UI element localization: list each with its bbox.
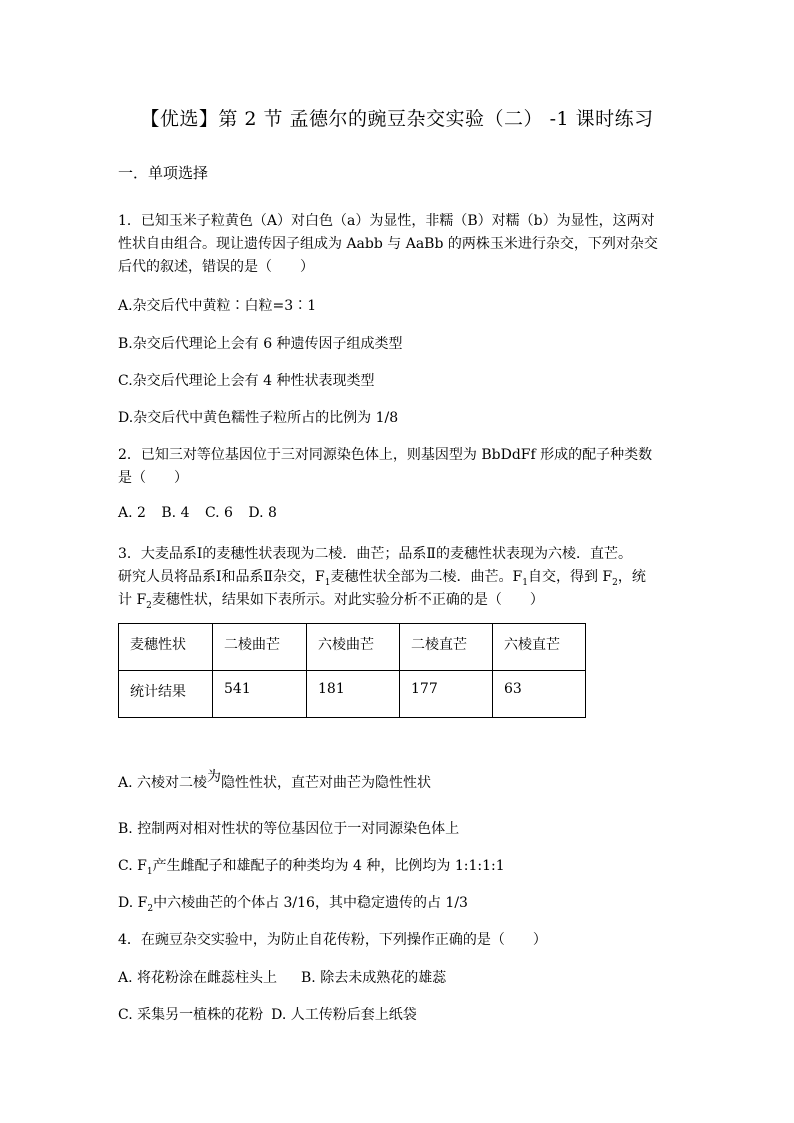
q1-stem-line-2: 性状自由组合。现让遗传因子组成为 Aabb 与 AaBb 的两株玉米进行杂交，下列对杂交: [118, 236, 658, 252]
q3-option-c: C. $F_1$产生雌配子和雄配子的种类均为 4 种，比例均为 1:1:1:1: [118, 858, 505, 877]
q2-option-b: B. 4: [161, 505, 190, 521]
q2-option-a: A. 2: [118, 505, 146, 521]
table-header-cell: 六棱直芒: [493, 624, 586, 671]
table-cell: 统计结果: [119, 671, 213, 718]
q3-option-a: A. 六棱对二棱为隐性性状，直芒对曲芒为隐性性状: [118, 769, 432, 791]
table-cell: 181: [307, 671, 400, 718]
q1-option-a: A.杂交后代中黄粒∶白粒=3∶1: [118, 298, 317, 314]
q4-options-row-2: [118, 1004, 417, 1024]
table-header-row: [119, 624, 586, 671]
table-header-cell: 二棱直芒: [400, 624, 493, 671]
q3-data-table: [118, 623, 586, 718]
q2-stem-line-1: 2．已知三对等位基因位于三对同源染色体上，则基因型为 BbDdFf 形成的配子种类数: [118, 447, 653, 463]
table-header-cell: 六棱曲芒: [307, 624, 400, 671]
table-cell: 541: [213, 671, 307, 718]
q4-option-d: D. 人工传粉后套上纸袋: [271, 1007, 417, 1023]
q3-stem-line-3: 计 $F_2$麦穗性状，结果如下表所示。对此实验分析不正确的是（ ）: [118, 592, 544, 611]
q2-stem-line-2: 是（ ）: [118, 470, 188, 486]
table-cell: 177: [400, 671, 493, 718]
q1-stem-line-3: 后代的叙述，错误的是（ ）: [118, 259, 314, 275]
table-row: [119, 671, 586, 718]
q4-option-c: C. 采集另一植株的花粉: [118, 1007, 264, 1023]
q4-options-row-1: [118, 967, 446, 987]
q4-option-b: B. 除去未成熟花的雄蕊: [301, 970, 447, 986]
q4-stem: 4．在豌豆杂交实验中，为防止自花传粉，下列操作正确的是（ ）: [118, 932, 547, 948]
q1-option-d: D.杂交后代中黄色糯性子粒所占的比例为 1/8: [118, 410, 399, 426]
q2-options: [118, 505, 288, 521]
q2-option-d: D. 8: [248, 505, 277, 521]
table-cell: 63: [493, 671, 586, 718]
q3-stem-line-2: 研究人员将品系Ⅰ和品系Ⅱ杂交，$F_1$麦穗性状全部为二棱．曲芒。$F_1$自交，得到 $F_2$，统: [118, 569, 646, 588]
q1-option-b: B.杂交后代理论上会有 6 种遗传因子组成类型: [118, 336, 403, 352]
q3-option-d: D. $F_2$中六棱曲芒的个体占 3/16，其中稳定遗传的占 1/3: [118, 895, 468, 914]
q1-option-c: C.杂交后代理论上会有 4 种性状表现类型: [118, 373, 375, 389]
table-header-cell: 二棱曲芒: [213, 624, 307, 671]
q4-option-a: A. 将花粉涂在雌蕊柱头上: [118, 970, 278, 986]
q3-option-b: B. 控制两对相对性状的等位基因位于一对同源染色体上: [118, 821, 460, 837]
q3-stem-line-1: 3．大麦品系Ⅰ的麦穗性状表现为二棱．曲芒；品系Ⅱ的麦穗性状表现为六棱．直芒。: [118, 546, 632, 562]
q2-option-c: C. 6: [204, 505, 233, 521]
page-title: 【优选】第 2 节 孟德尔的豌豆杂交实验（二） -1 课时练习: [140, 108, 654, 130]
section-heading: 一．单项选择: [118, 164, 209, 182]
table-header-cell: 麦穗性状: [119, 624, 213, 671]
q1-stem-line-1: 1．已知玉米子粒黄色（A）对白色（a）为显性，非糯（B）对糯（b）为显性，这两对: [118, 213, 655, 229]
